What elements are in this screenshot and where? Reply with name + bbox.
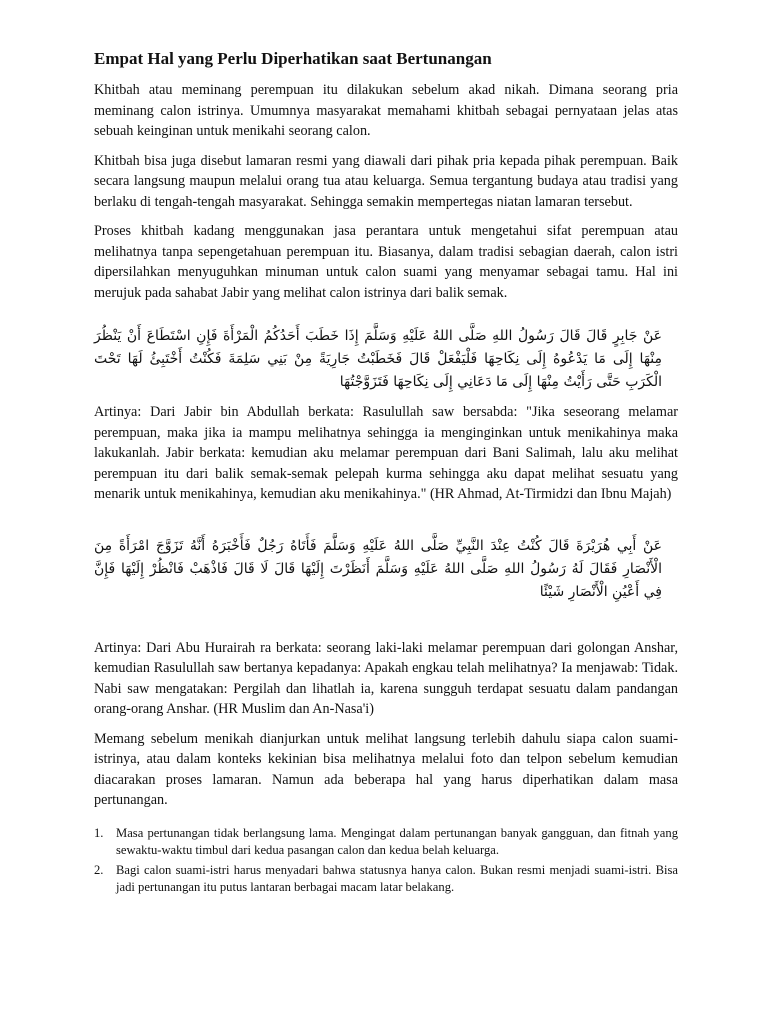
paragraph-khitbah-definition: Khitbah atau meminang perempuan itu dilakukan sebelum akad nikah. Dimana seorang pria meminang calon istrinya. Umumnya masyarakat memahami khitbah sebagai pernyataan jelas atas sebuah keinginan untuk menikahi seorang calon. [94,82,678,139]
list-item-text: Bagi calon suami-istri harus menyadari bahwa statusnya hanya calon. Bukan resmi menjadi suami-istri. Bisa jadi pertunangan itu putus lantaran berbagai macam latar belakang. [116,862,678,894]
document-title: Empat Hal yang Perlu Diperhatikan saat Bertunangan [94,49,492,68]
paragraph-khitbah-process: Proses khitbah kadang menggunakan jasa perantara untuk mengetahui sifat perempuan atau melihatnya tanpa sepengetahuan perempuan itu. Biasanya, dalam tradisi sebagian daerah, calon istri dipersilahkan menyuguhkan minuman untuk calon suami yang menyamar sebagai tamu. Hal ini merujuk pada sahabat Jabir yang melihat calon istrinya dari balik semak. [94,223,678,301]
considerations-list [94,825,678,897]
list-item [94,862,678,897]
paragraph-khitbah-lamaran: Khitbah bisa juga disebut lamaran resmi yang diawali dari pihak pria kepada pihak perempuan. Baik secara langsung maupun melalui orang tua atau keluarga. Semua tergantung budaya atau tradisi yang berlaku di tengah-tengah masyarakat. Sehingga semakin mempertegas niatan lamaran tersebut. [94,152,678,210]
list-item-number: 2. [94,862,104,877]
arabic-hadith-abu-hurairah: عَنْ أَبِي هُرَيْرَةَ قَالَ كُنْتُ عِنْدَ النَّبِيِّ صَلَّى اللهُ عَلَيْهِ وَسَلَّمَ فَأَتَاهُ رَجُلٌ فَأَخْبَرَهُ أَنَّهُ تَزَوَّجَ امْرَأَةً مِنَ الْأَنْصَارِ فَقَالَ لَهُ رَسُولُ اللهِ صَلَّى اللهُ عَلَيْهِ وَسَلَّمَ أَنَظَرْتَ إِلَيْهَا قَالَ لَا قَالَ فَاذْهَبْ فَانْظُرْ إِلَيْهَا فَإِنَّ فِي أَعْيُنِ الْأَنْصَارِ شَيْئًا [94,537,662,600]
arabic-hadith-jabir: عَنْ جَابِرٍ قَالَ قَالَ رَسُولُ اللهِ صَلَّى اللهُ عَلَيْهِ وَسَلَّمَ إِذَا خَطَبَ أَحَدُكُمُ الْمَرْأَةَ فَإِنِ اسْتَطَاعَ أَنْ يَنْظُرَ مِنْهَا إِلَى مَا يَدْعُوهُ إِلَى نِكَاحِهَا فَلْيَفْعَلْ قَالَ فَخَطَبْتُ جَارِيَةً مِنْ بَنِي سَلِمَةَ فَكُنْتُ أَخْتَبِئُ لَهَا تَحْتَ الْكَرَبِ حَتَّى رَأَيْتُ مِنْهَا إِلَى مَا دَعَانِي إِلَى نِكَاحِهَا فَتَزَوَّجْتُهَا [94,328,662,390]
list-item [94,825,678,860]
paragraph-translation-abu-hurairah: Artinya: Dari Abu Hurairah ra berkata: seorang laki-laki melamar perempuan dari golongan Anshar, kemudian Rasulullah saw bertanya kepadanya: Apakah engkau telah melihatnya? Ia menjawab: Tidak. Nabi saw mengatakan: Pergilah dan lihatlah ia, karena sungguh terdapat sesuatu dalam pandangan orang-orang Anshar. (HR Muslim dan An-Nasa'i) [94,639,678,717]
list-item-number: 1. [94,825,104,840]
document-page [94,40,678,899]
list-item-text: Masa pertunangan tidak berlangsung lama. Mengingat dalam pertunangan banyak gangguan, dan fitnah yang sewaktu-waktu timbul dari kedua pasangan calon dan kedua belah keluarga. [116,825,678,857]
paragraph-translation-jabir: Artinya: Dari Jabir bin Abdullah berkata: Rasulullah saw bersabda: "Jika seseorang melamar perempuan, maka jika ia mampu melihatnya sehingga ia menginginkan untuk menikahinya maka lakukanlah. Jabir berkata: kemudian aku melamar perempuan dari Bani Salimah, lalu aku melihat perempuan itu dari balik semak-semak pelepah kurma sehingga aku dapat melihat sesuatu yang menarik untuk menikahinya, kemudian aku menikahinya." (HR Ahmad, At-Tirmidzi dan Ibnu Majah) [94,404,678,502]
paragraph-before-marriage: Memang sebelum menikah dianjurkan untuk melihat langsung terlebih dahulu siapa calon suami-istrinya, atau dalam konteks kekinian bisa melihatnya melalui foto dan telpon sebelum kemudian diacarakan proses lamaran. Namun ada beberapa hal yang harus diperhatikan dalam masa pertunangan. [94,730,678,808]
